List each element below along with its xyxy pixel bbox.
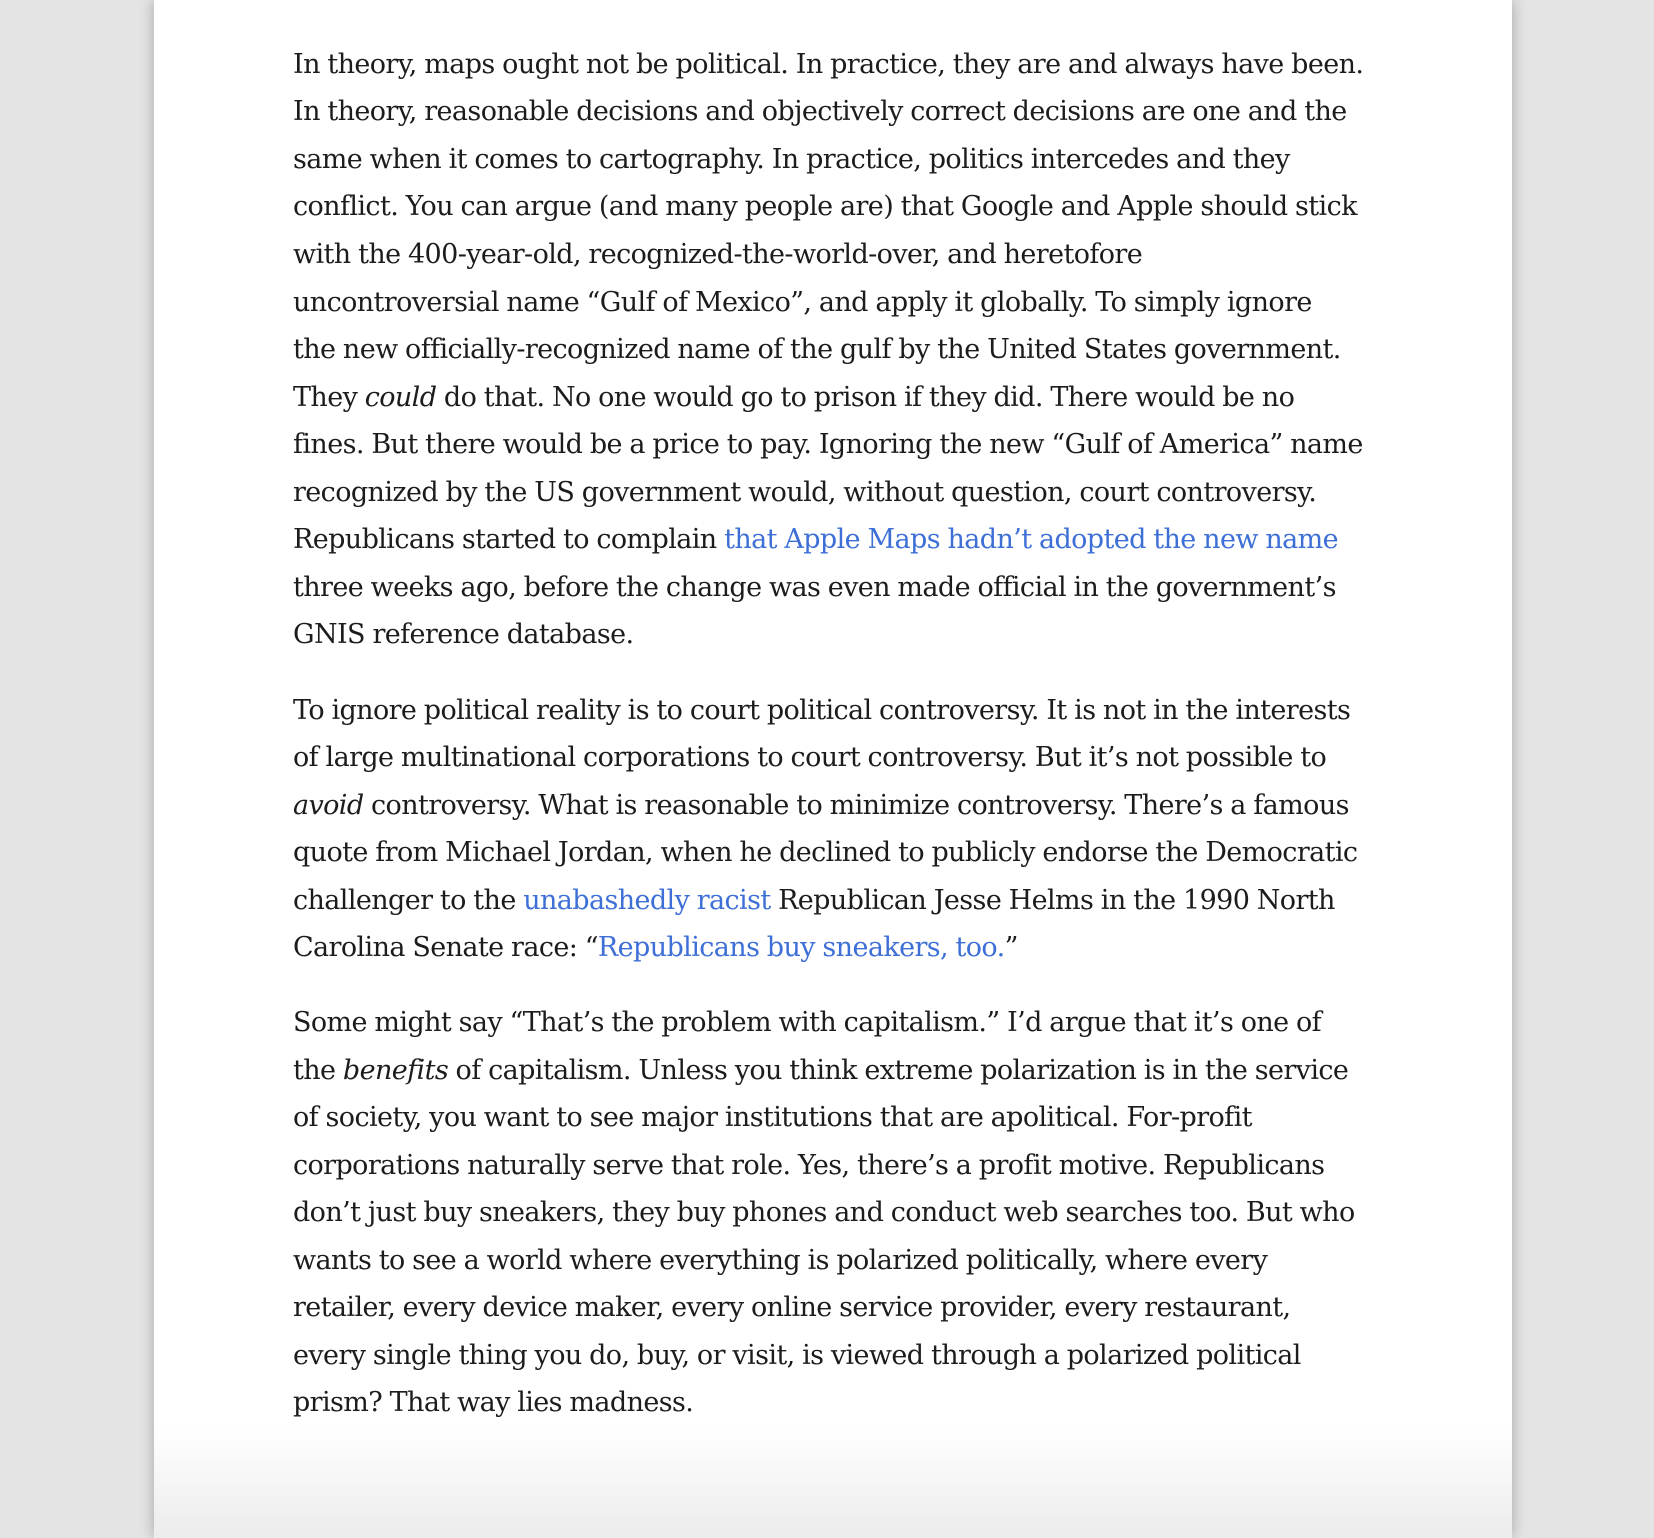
text-span: controversy. What is reasonable to minimize controversy. There’s a famous	[363, 790, 1349, 821]
text-line: recognized by the US government would, without question, court controversy.	[293, 477, 1317, 508]
text-line: wants to see a world where everything is polarized politically, where every	[293, 1245, 1268, 1276]
text-line: GNIS reference database.	[293, 619, 634, 650]
text-line: In theory, reasonable decisions and objectively correct decisions are one and the	[293, 96, 1347, 127]
text-line: with the 400-year-old, recognized-the-world-over, and heretofore	[293, 239, 1143, 270]
text-span: do that. No one would go to prison if they did. There would be no	[436, 382, 1295, 413]
text-line: don’t just buy sneakers, they buy phones and conduct web searches too. But who	[293, 1197, 1355, 1228]
text-line: same when it comes to cartography. In practice, politics intercedes and they	[293, 144, 1290, 175]
article-page	[154, 0, 1512, 1538]
text-span: Carolina Senate race: “	[293, 932, 598, 963]
text-line: prism? That way lies madness.	[293, 1387, 694, 1418]
text-span: the	[293, 1055, 343, 1086]
text-line: of society, you want to see major institutions that are apolitical. For-profit	[293, 1102, 1252, 1133]
text-line	[293, 1046, 1348, 1096]
text-span: ”	[1004, 932, 1018, 963]
link-apple-maps-new-name[interactable]: that Apple Maps hadn’t adopted the new name	[724, 524, 1338, 555]
text-span: Republicans started to complain	[293, 524, 725, 555]
text-line: uncontroversial name “Gulf of Mexico”, and apply it globally. To simply ignore	[293, 287, 1312, 318]
text-line: the new officially-recognized name of the gulf by the United States government.	[293, 334, 1341, 365]
emphasis-benefits: benefits	[342, 1055, 449, 1086]
emphasis-avoid: avoid	[293, 790, 364, 821]
text-span: of capitalism. Unless you think extreme polarization is in the service	[448, 1055, 1349, 1086]
text-span: Republican Jesse Helms in the 1990 North	[770, 885, 1335, 916]
text-line: In theory, maps ought not be political. In practice, they are and always have been.	[293, 49, 1364, 80]
bottom-fade-overlay	[154, 1428, 1512, 1538]
text-line: fines. But there would be a price to pay. Ignoring the new “Gulf of America” name	[293, 429, 1363, 460]
text-line	[293, 515, 1338, 565]
text-line: three weeks ago, before the change was even made official in the government’s	[293, 572, 1336, 603]
text-line	[293, 781, 1349, 831]
text-line	[293, 923, 1018, 973]
text-line: conflict. You can argue (and many people are) that Google and Apple should stick	[293, 191, 1357, 222]
text-line	[293, 373, 1294, 423]
text-line: corporations naturally serve that role. Yes, there’s a profit motive. Republicans	[293, 1150, 1325, 1181]
link-unabashedly-racist[interactable]: unabashedly racist	[523, 885, 771, 916]
emphasis-could: could	[364, 382, 437, 413]
text-span: challenger to the	[293, 885, 524, 916]
text-line: To ignore political reality is to court political controversy. It is not in the interests	[293, 695, 1351, 726]
text-line	[293, 876, 1335, 926]
text-line: quote from Michael Jordan, when he declined to publicly endorse the Democratic	[293, 837, 1358, 868]
text-span: They	[293, 382, 365, 413]
text-line: Some might say “That’s the problem with capitalism.” I’d argue that it’s one of	[293, 1007, 1322, 1038]
text-line: every single thing you do, buy, or visit, is viewed through a polarized political	[293, 1340, 1301, 1371]
text-line: retailer, every device maker, every online service provider, every restaurant,	[293, 1292, 1291, 1323]
text-line: of large multinational corporations to court controversy. But it’s not possible to	[293, 742, 1327, 773]
link-republicans-buy-sneakers[interactable]: Republicans buy sneakers, too.	[597, 932, 1005, 963]
